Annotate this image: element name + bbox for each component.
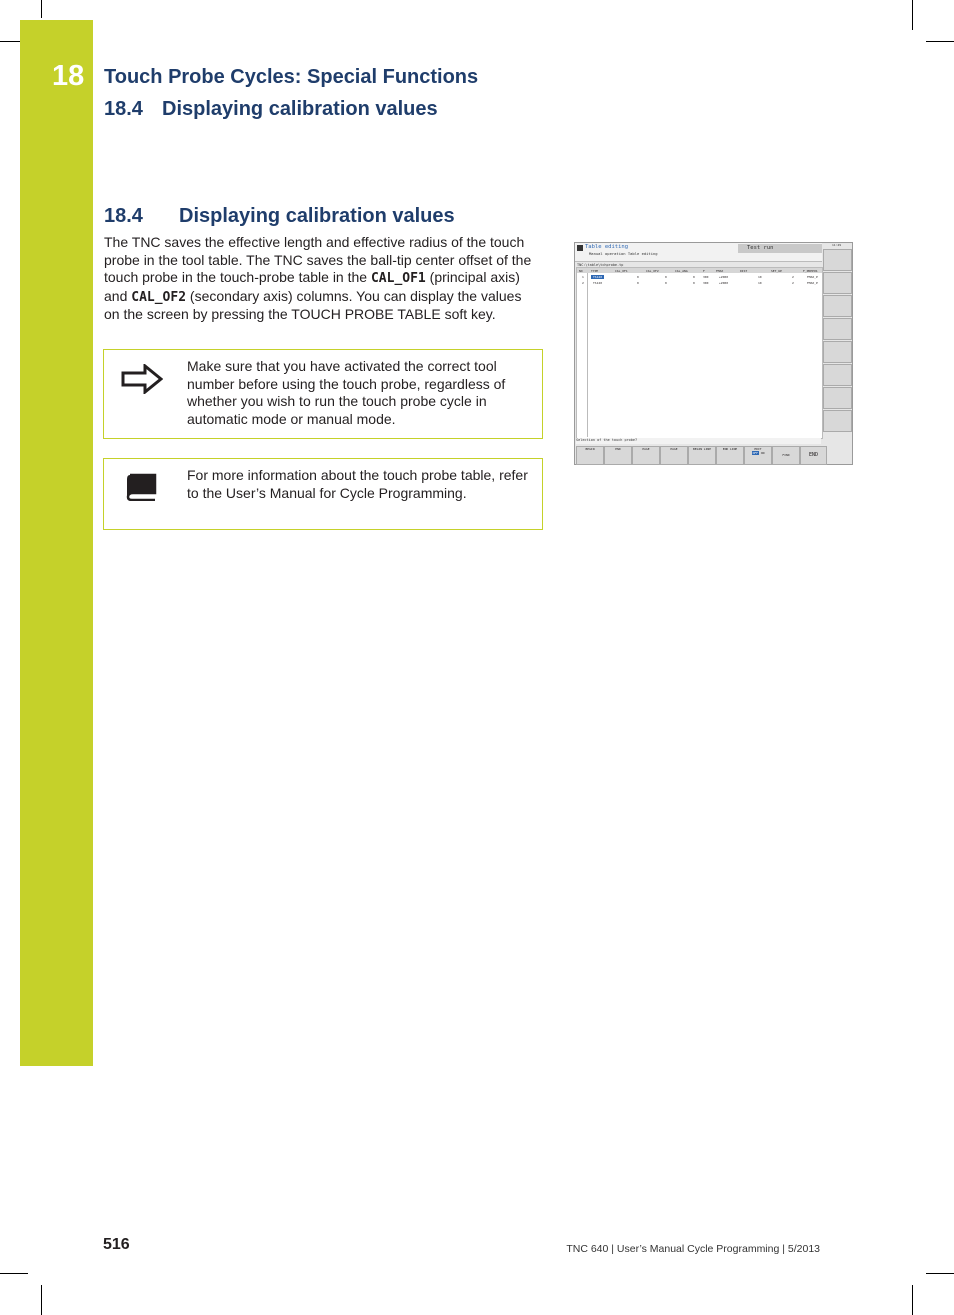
- code-cal-of2: CAL_OF2: [131, 289, 187, 305]
- paragraph-text: (principal axis) and: [104, 269, 520, 304]
- edit-toggle-off: OFF: [752, 451, 758, 455]
- file-path: TNC:\table\tchprobe.tp: [577, 263, 624, 267]
- cell: 2: [792, 280, 794, 285]
- column-header: DIST: [740, 268, 748, 273]
- softkey-end-table[interactable]: END: [604, 446, 632, 465]
- softkey-edit[interactable]: [744, 446, 772, 465]
- cell: 300: [703, 274, 709, 279]
- cell: FMAX_P: [807, 274, 818, 279]
- vertical-softkey[interactable]: [823, 295, 852, 317]
- table-row[interactable]: [577, 274, 822, 279]
- crop-mark: [0, 41, 20, 42]
- note-text: Make sure that you have activated the correct tool number before using the touch probe, regardless of whether you wish to run the touch probe cycle in automatic mode or manual mode.: [187, 358, 506, 427]
- cell: 1: [582, 274, 584, 279]
- cell: 300: [703, 280, 709, 285]
- column-header: SET_UP: [771, 268, 782, 273]
- softkey-page-up[interactable]: PAGE: [632, 446, 660, 465]
- softkey-edit-label: EDIT: [754, 447, 762, 451]
- cell: +2000: [719, 274, 729, 279]
- screen-subtitle: Manual operation Table editing: [589, 251, 658, 256]
- crop-mark: [926, 1273, 954, 1274]
- column-header: CAL_ANG: [675, 268, 688, 273]
- cell: 2: [792, 274, 794, 279]
- column-header: F_PREPOS: [803, 268, 818, 273]
- code-cal-of1: CAL_OF1: [370, 271, 426, 287]
- column-header: TYPE: [591, 268, 599, 273]
- vertical-softkey[interactable]: [823, 272, 852, 294]
- tnc-screenshot: [574, 242, 853, 465]
- mode-indicator: [738, 244, 822, 253]
- cell: 2: [582, 280, 584, 285]
- cell: 0: [665, 274, 667, 279]
- footer-info: TNC 640 | User’s Manual Cycle Programming | 5/2013: [566, 1243, 820, 1255]
- mode-label: Test run: [747, 245, 774, 251]
- clock: 11:49: [831, 243, 842, 247]
- table-row[interactable]: [577, 280, 822, 285]
- cell: 0: [637, 274, 639, 279]
- running-section-title: Displaying calibration values: [162, 98, 438, 120]
- softkey-end[interactable]: END: [800, 446, 827, 465]
- column-header: CAL_OF1: [615, 268, 628, 273]
- column-header: CAL_OF2: [646, 268, 659, 273]
- softkey-begin-line[interactable]: BEGIN LINE: [688, 446, 716, 465]
- cell: 0: [693, 274, 695, 279]
- chapter-sidebar: [20, 20, 93, 1066]
- paragraph-text: The TNC saves the effective length and effective radius of the touch probe in the tool table. The TNC saves the ball-tip center offset of the touch probe in the touch-probe table in the: [104, 234, 532, 286]
- cell: +2000: [719, 280, 729, 285]
- note-box: [103, 458, 543, 530]
- cell: 0: [665, 280, 667, 285]
- vertical-softkey[interactable]: [823, 410, 852, 432]
- cell: 0: [693, 280, 695, 285]
- screen-title: Table editing: [585, 244, 629, 250]
- section-title: Displaying calibration values: [179, 205, 455, 227]
- softkey-begin[interactable]: BEGIN: [576, 446, 604, 465]
- edit-toggle-on: ON: [760, 451, 765, 455]
- crop-mark: [912, 1285, 913, 1315]
- note-box: [103, 349, 543, 439]
- cell: 10: [758, 274, 762, 279]
- chapter-title: Touch Probe Cycles: Special Functions: [104, 66, 479, 88]
- status-line: Selection of the touch probe?: [576, 438, 821, 444]
- vertical-softkey[interactable]: [823, 341, 852, 363]
- cell: 10: [758, 280, 762, 285]
- vertical-softkey[interactable]: [823, 318, 852, 340]
- column-header: NO: [579, 268, 583, 273]
- vertical-softkey[interactable]: [823, 387, 852, 409]
- mode-icon: [577, 245, 583, 251]
- probe-table: [576, 267, 823, 439]
- crop-mark: [41, 0, 42, 18]
- arrow-right-icon: [121, 364, 163, 399]
- crop-mark: [912, 0, 913, 30]
- softkey-page-down[interactable]: PAGE: [660, 446, 688, 465]
- column-header: F: [703, 268, 705, 273]
- section-number: 18.4: [104, 205, 143, 227]
- running-section-number: 18.4: [104, 98, 143, 120]
- running-section-header: [104, 98, 438, 121]
- vertical-softkey[interactable]: [823, 249, 852, 271]
- cell-selected: TS120: [593, 274, 603, 279]
- cell: TS120: [593, 280, 603, 285]
- column-divider: [587, 273, 588, 437]
- note-text: For more information about the touch probe table, refer to the User’s Manual for Cycle Programming.: [187, 467, 528, 501]
- section-heading: [104, 205, 455, 228]
- softkey-find[interactable]: FIND: [772, 446, 800, 465]
- softkey-end-line[interactable]: END LINE: [716, 446, 744, 465]
- crop-mark: [0, 1273, 28, 1274]
- cell: 0: [637, 280, 639, 285]
- cell: FMAX_P: [807, 280, 818, 285]
- crop-mark: [926, 41, 954, 42]
- chapter-number: 18: [52, 60, 85, 92]
- book-icon: [121, 473, 161, 506]
- page-number: 516: [103, 1236, 130, 1253]
- vertical-softkey[interactable]: [823, 364, 852, 386]
- screen-title-bar: [575, 243, 822, 262]
- column-header: FMAX: [716, 268, 724, 273]
- body-paragraph: [104, 234, 534, 324]
- crop-mark: [41, 1285, 42, 1315]
- table-header: [577, 268, 822, 273]
- paragraph-text: (secondary axis) columns. You can display the values on the screen by pressing the TOUCH PROBE TABLE soft key.: [104, 287, 522, 323]
